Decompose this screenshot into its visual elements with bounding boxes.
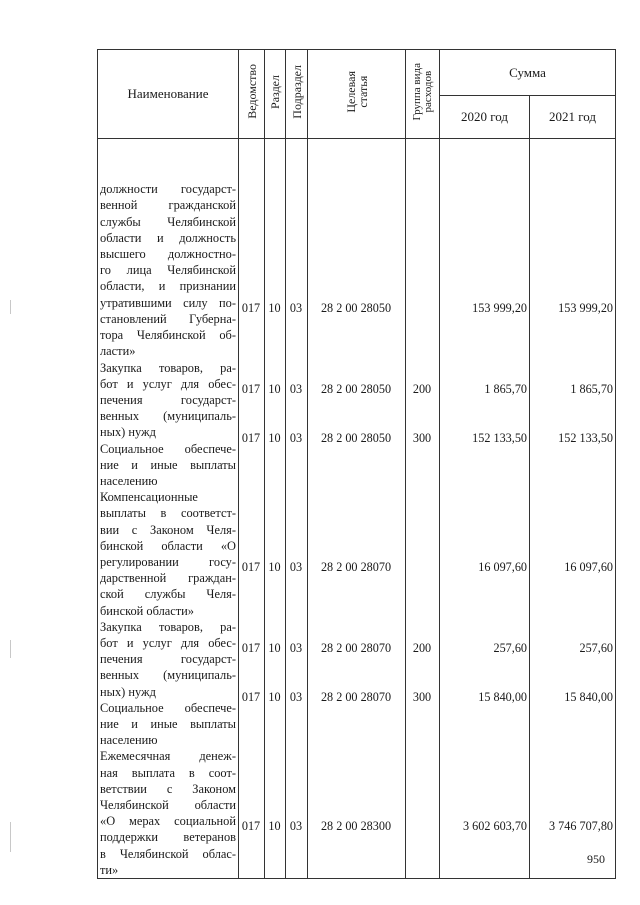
row-name-line: венных (муниципаль- — [100, 409, 236, 424]
podrazdel-cell: 03 — [289, 430, 303, 445]
sum-2020-cell: 16 097,60 — [478, 560, 527, 575]
row-name-line: ние и иные выплаты — [100, 716, 236, 731]
tselevaya-cell: 28 2 00 28070 — [320, 689, 392, 704]
row-name-line: должности государст- — [100, 182, 236, 197]
podrazdel-cell: 03 — [289, 301, 303, 315]
row-name-line: вии с Законом Челя- — [100, 522, 236, 537]
tselevaya-cell: 28 2 00 28050 — [320, 382, 392, 396]
tselevaya-cell: 28 2 00 28050 — [320, 301, 392, 315]
vedomstvo-cell: 017 — [241, 819, 261, 834]
row-name-line: Компенсационные — [100, 490, 198, 505]
gruppa-cell: 200 — [412, 382, 432, 396]
sum-2020-cell: 153 999,20 — [472, 301, 527, 315]
podrazdel-cell: 03 — [289, 382, 303, 396]
header-razdel: Раздел — [265, 50, 286, 139]
vedomstvo-cell: 017 — [241, 641, 261, 656]
sum-2020-column — [440, 139, 530, 879]
sum-2020-cell: 257,60 — [493, 641, 527, 656]
sum-2021-column — [530, 139, 616, 879]
row-name-line: Закупка товаров, ра- — [100, 619, 236, 634]
razdel-cell: 10 — [268, 819, 281, 834]
razdel-cell: 10 — [268, 560, 281, 575]
vedomstvo-cell: 017 — [241, 560, 261, 575]
tselevaya-cell: 28 2 00 28050 — [320, 430, 392, 445]
row-name-line: «О мерах социальной — [100, 814, 236, 829]
row-name-line: печения государст- — [100, 392, 236, 407]
row-name-line: становлений Губерна- — [100, 311, 236, 326]
header-year-2021: 2021 год — [530, 96, 616, 139]
tselevaya-cell: 28 2 00 28070 — [320, 560, 392, 575]
vedomstvo-cell: 017 — [241, 430, 261, 445]
row-name-line: дарственной граждан- — [100, 571, 236, 586]
row-name-line: печения государст- — [100, 652, 236, 667]
table-body-row — [98, 139, 616, 879]
sum-2021-cell: 16 097,60 — [564, 560, 613, 575]
sum-2020-cell: 3 602 603,70 — [463, 819, 527, 834]
razdel-column — [265, 139, 286, 879]
tselevaya-cell: 28 2 00 28070 — [320, 641, 392, 656]
sum-2021-cell: 152 133,50 — [558, 430, 613, 445]
sum-2021-cell: 3 746 707,80 — [549, 819, 613, 834]
vedomstvo-cell: 017 — [241, 301, 261, 315]
page-number: 950 — [587, 852, 605, 866]
header-gruppa: Группа вида расходов — [406, 50, 440, 139]
row-name-line: области и должность — [100, 230, 236, 245]
sum-2020-cell: 15 840,00 — [478, 689, 527, 704]
row-name-line: населению — [100, 733, 158, 748]
row-name-line: поддержки ветеранов — [100, 830, 236, 845]
row-name-line: ти» — [100, 862, 119, 877]
gruppa-cell: 200 — [412, 641, 432, 656]
gruppa-cell: 300 — [412, 430, 432, 445]
row-name-line: области, и признании — [100, 279, 236, 294]
row-name-line: Социальное обеспече- — [100, 700, 236, 715]
scan-margin-mark — [10, 640, 11, 658]
name-column-text — [98, 181, 238, 878]
row-name-line: выплаты в соответст- — [100, 506, 236, 521]
row-name-line: го лица Челябинской — [100, 263, 236, 278]
row-name-line: ветствии с Законом — [100, 781, 236, 796]
sum-2021-cell: 153 999,20 — [558, 301, 613, 315]
gruppa-cell: 300 — [412, 689, 432, 704]
row-name-line: венной гражданской — [100, 198, 236, 213]
sum-2020-cell: 152 133,50 — [472, 430, 527, 445]
sum-2021-cell: 1 865,70 — [570, 382, 613, 396]
row-name-line: ных) нужд — [100, 425, 156, 440]
row-name-line: Закупка товаров, ра- — [100, 360, 236, 375]
table-header-row — [98, 50, 616, 96]
razdel-cell: 10 — [268, 301, 281, 315]
tselevaya-cell: 28 2 00 28300 — [320, 819, 392, 834]
row-name-line: Ежемесячная денеж- — [100, 749, 236, 764]
scan-margin-mark — [10, 300, 11, 314]
row-name-line: ная выплата в соот- — [100, 765, 236, 780]
name-column — [98, 139, 239, 879]
header-vedomstvo: Ведомство — [239, 50, 265, 139]
row-name-line: бот и услуг для обес- — [100, 635, 236, 650]
header-summa: Сумма — [440, 50, 616, 96]
podrazdel-cell: 03 — [289, 819, 303, 834]
row-name-line: Челябинской области — [100, 797, 236, 812]
header-year-2020: 2020 год — [440, 96, 530, 139]
podrazdel-cell: 03 — [289, 641, 303, 656]
scan-margin-mark — [10, 822, 11, 852]
row-name-line: службы Челябинской — [100, 214, 236, 229]
row-name-line: ние и иные выплаты — [100, 457, 236, 472]
row-name-line: бинской области «О — [100, 538, 236, 553]
header-podrazdel: Подраздел — [286, 50, 308, 139]
vedomstvo-cell: 017 — [241, 689, 261, 704]
sum-2021-cell: 15 840,00 — [564, 689, 613, 704]
row-name-line: высшего должностно- — [100, 247, 236, 262]
podrazdel-cell: 03 — [289, 689, 303, 704]
razdel-cell: 10 — [268, 430, 281, 445]
podrazdel-column — [286, 139, 308, 879]
row-name-line: бинской области» — [100, 603, 194, 618]
tselevaya-column — [308, 139, 406, 879]
row-name-line: утратившими силу по- — [100, 295, 236, 310]
gruppa-column — [406, 139, 440, 879]
header-name: Наименование — [98, 50, 239, 139]
razdel-cell: 10 — [268, 689, 281, 704]
vedomstvo-cell: 017 — [241, 382, 261, 396]
budget-table — [97, 49, 616, 879]
row-name-line: в Челябинской облас- — [100, 846, 236, 861]
razdel-cell: 10 — [268, 382, 281, 396]
vedomstvo-column — [239, 139, 265, 879]
row-name-line: бот и услуг для обес- — [100, 376, 236, 391]
row-name-line: ской службы Челя- — [100, 587, 236, 602]
sum-2021-cell: 257,60 — [579, 641, 613, 656]
row-name-line: ных) нужд — [100, 684, 156, 699]
row-name-line: Социальное обеспече- — [100, 441, 236, 456]
row-name-line: венных (муниципаль- — [100, 668, 236, 683]
row-name-line: ласти» — [100, 344, 136, 359]
header-tselevaya: Целевая статья — [308, 50, 406, 139]
row-name-line: тора Челябинской об- — [100, 328, 236, 343]
row-name-line: населению — [100, 473, 158, 488]
podrazdel-cell: 03 — [289, 560, 303, 575]
razdel-cell: 10 — [268, 641, 281, 656]
sum-2020-cell: 1 865,70 — [484, 382, 527, 396]
row-name-line: регулировании госу- — [100, 554, 236, 569]
